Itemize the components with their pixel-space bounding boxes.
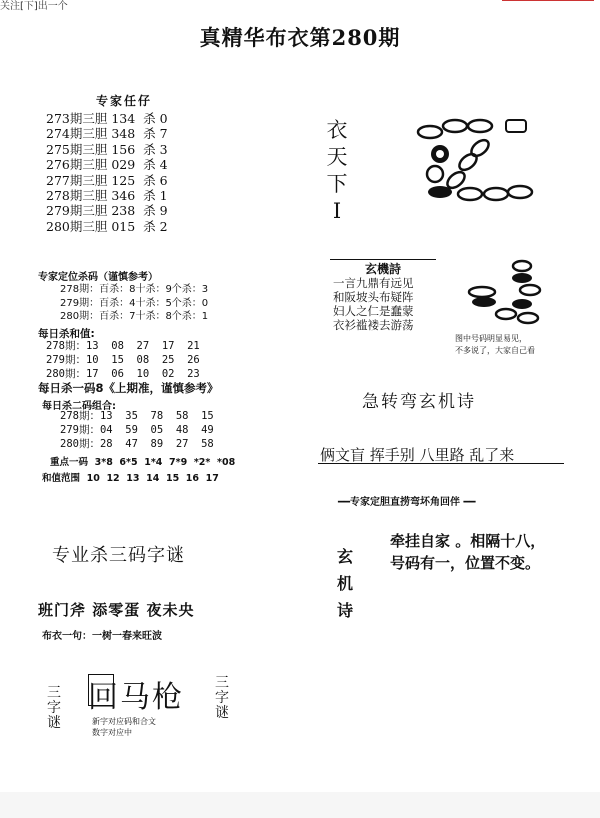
xuanji-poem-heading: 玄機詩 [330,259,436,277]
brain-teaser-band: 俩文盲 挥手别 八里路 乱了来 [320,446,515,464]
expert-heading: 专家任仔 [96,94,153,108]
yi-tian-xia: 衣天下I [326,118,348,223]
xuanji-shi-label: 玄机诗 [336,547,353,620]
list-item: 280期：17 06 10 02 23 [46,367,200,380]
list-item: 278期三胆 346 杀 1 [46,188,168,204]
xuanji-shi-lines [390,530,545,574]
top-rule [502,0,594,1]
position-kill-list [60,283,208,324]
list-item: 276期三胆 029 杀 4 [46,157,168,173]
list-item: 和阪坡头布疑阵 [333,290,414,304]
list-item: 278期：13 08 27 17 21 [46,340,200,352]
expert-direct-line: ━━专家定胆直捞弯坏角回伴 ━━ [338,497,476,508]
list-item: 280期：28 47 89 27 58 [60,437,214,450]
list-item: 一言九鼎有远见 [333,276,414,290]
abstract-number-picture-1 [410,112,540,207]
three-riddle-note: 新字对应码和合文数字对应中 [92,717,156,737]
sum-range: 和值范围 10 12 13 14 15 16 17 [42,473,219,484]
daily-kill-sum-list [46,340,200,381]
picture-note: 图中号码明显易见， 不多说了，大家自己看 [455,334,535,355]
list-item: 279期：10 15 08 25 26 [46,353,200,366]
bottom-strip [0,792,600,818]
three-dan-list [46,111,168,234]
page-title: 真精华布衣第280期 [199,25,401,50]
list-item: 号码有一，位置不变。 [390,554,541,572]
list-item: 妇人之仁是蠢蒙 [333,304,414,318]
list-item: 275期三胆 156 杀 3 [46,141,168,157]
abstract-number-picture-2 [460,258,550,330]
list-item: 279期三胆 238 杀 9 [46,203,168,219]
list-item: 279期：百杀：4十杀：5个杀：0 [60,297,209,309]
list-item: 280期：百杀：7十杀：8个杀：1 [60,311,209,323]
list-item: 衣衫褴褛去游荡 [333,318,414,332]
daily-kill-sum-heading: 每日杀和值: [38,328,95,340]
list-item: 277期三胆 125 杀 6 [46,172,168,188]
top-note: 关注[下]出一个 [0,1,68,12]
focus-one-code: 重点一码 3*8 6*5 1*4 7*9 *2* *08 [50,457,236,468]
xuanji-poem-lines [333,276,414,332]
list-item: 280期三胆 015 杀 2 [46,218,168,234]
list-item: 274期三胆 348 杀 7 [46,126,168,142]
riddle-heading: 专业杀三码字谜 [52,545,185,566]
list-item: 279期：04 59 05 48 49 [60,423,214,436]
buyi-line: 布衣一句：一树一春来旺波 [42,631,162,642]
three-riddle-right-label: 三字谜 [215,675,229,721]
position-kill-heading: 专家定位杀码（谨慎参考） [38,272,158,283]
band-underline [318,463,564,464]
list-item: 牵挂自家 。相隔十八， [390,532,546,550]
list-item: 278期：13 35 78 58 15 [60,410,214,422]
three-riddle-main: 回马枪 [88,680,184,715]
three-riddle-left-label: 三字谜 [47,685,61,731]
brain-teaser-heading: 急转弯玄机诗 [362,392,476,412]
daily-two-code-heading: 每日杀二码组合: [42,401,116,412]
daily-one-code: 每日杀一码8《上期准，谨慎参考》 [38,381,219,395]
list-item: 278期：百杀：8十杀：9个杀：3 [60,284,209,295]
list-item: 273期三胆 134 杀 0 [46,111,168,126]
daily-two-code-list [60,410,214,451]
riddle-answers: 班门斧 添零蛋 夜未央 [38,601,195,619]
